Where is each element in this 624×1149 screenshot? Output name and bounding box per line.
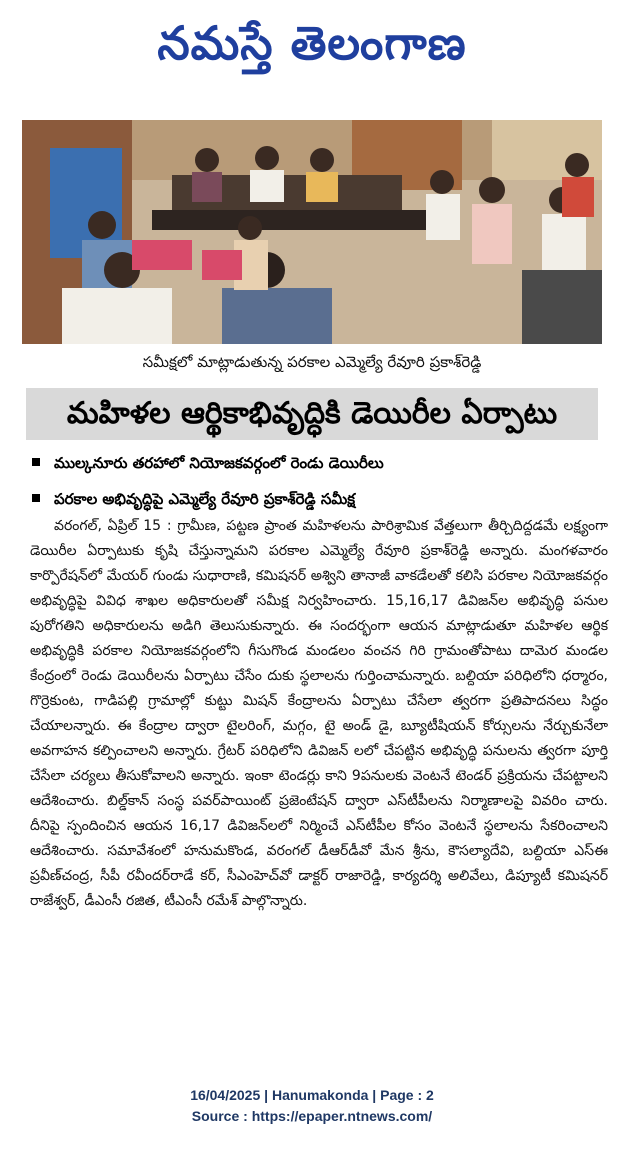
- masthead-logo: [0, 8, 624, 78]
- photo-caption: సమీక్షలో మాట్లాడుతున్న పరకాల ఎమ్మెల్యే రేవూరి ప్రకాశ్‌రెడ్డి: [142, 353, 482, 371]
- footer-date-edition: 16/04/2025 | Hanumakonda | Page : 2: [190, 1087, 434, 1103]
- masthead-title: నమస్తే తెలంగాణ: [157, 16, 467, 70]
- square-bullet-icon: [32, 494, 40, 502]
- subheading-bullet-2: [32, 486, 612, 512]
- subheading-text: ముల్కనూరు తరహాలో నియోజకవర్గంలో రెండు డెయిరీలు: [54, 454, 384, 472]
- article-body: వరంగల్‌, ఏప్రిల్‌ 15 : గ్రామీణ, పట్టణ ప్రాంత మహిళలను పారిశ్రామిక వేత్తలుగా తీర్చిదిద్దడమే లక్ష్యంగా డెయిరీల ఏర్పాటుకు కృషి చేస్తున్నామని పరకాల ఎమ్మెల్యే రేవూరి ప్రకాశ్‌రెడ్డి అన్నారు. మంగళవారం కార్పొరేషన్‌లో మేయర్‌ గుండు సుధారాణి, కమిషనర్‌ అశ్విని తానాజీ వాకడేలతో కలిసి పరకాల నియోజకవర్గం అభివృద్ధిపై వివిధ శాఖల అధికారులతో సమీక్ష నిర్వహించారు. 15,16,17 డివిజన్‌ల అభివృద్ధి పనుల పురోగతిని అధికారులను అడిగి తెలుసుకున్నారు. ఈ సందర్భంగా ఆయన మాట్లాడుతూ మహిళల ఆర్థిక అభివృద్ధికి పరకాల నియోజకవర్గంలోని గీసుగొండ మండలం వంచన గిరి గ్రామంతోపాటు దామెర మండల కేంద్రంలో రెండు డెయిరీలను ఏర్పాటు చేసేం దుకు స్థలాలను గుర్తించామన్నారు. బల్దియా పరిధిలోని ధర్మారం, గొర్రెకుంట, గాడిపల్లి గ్రామాల్లో కుట్టు మిషన్‌ కేంద్రాలను ఏర్పాటు చేసేలా త్వరగా ప్రతిపాదనలు సిద్ధం చేయాలన్నారు. ఈ కేంద్రాల ద్వారా టైలరింగ్‌, మగ్గం, టై అండ్‌ డై, బ్యూటీషియన్‌ కోర్సులను నేర్చుకునేలా అవగాహన కల్పించాలని అన్నారు. గ్రేటర్‌ పరిధిలోని డివిజన్‌ లలో చేపట్టిన అభివృద్ధి పనులను త్వరగా పూర్తి చేసేలా చర్యలు తీసుకోవాలని అన్నారు. ఇంకా టెండర్లు కాని 9పనులకు వెంటనే టెండర్‌ ప్రక్రియను చేపట్టాలని ఆదేశించారు. బిల్డ్‌కాన్‌ సంస్థ పవర్‌పాయింట్‌ ప్రజెంటేషన్‌ ద్వారా ఎస్‌టీపీలను నిర్మాణాలపై వివరిం చారు. దీనిపై స్పందించిన ఆయన 16,17 డివిజన్‌లలో నిర్మించే ఎస్‌టీపీల కోసం వెంటనే స్థలాలను సేకరించాలని ఆదేశించారు. సమావేశంలో హనుమకొండ, వరంగల్‌ డీఆర్‌డీవో మేన శ్రీను, కౌసల్యాదేవి, బల్దియా ఎస్‌ఈ ప్రవీణ్‌చంద్ర, సీపీ రవీందర్‌రాడే కర్‌, సీఎంహెచ్‌వో డాక్టర్‌ రాజారెడ్డి, కార్యదర్శి అలివేలు, డిప్యూటీ కమిషనర్‌ రాజేశ్వర్‌, డీఎంసీ రజిత, టీఎంసీ రమేశ్‌ పాల్గొన్నారు.: [30, 518, 608, 909]
- meeting-photo: [22, 120, 602, 344]
- article-headline: మహిళల ఆర్థికాభివృద్ధికి డెయిరీల ఏర్పాటు: [26, 388, 598, 440]
- footer-source: Source : https://epaper.ntnews.com/: [191, 1108, 433, 1124]
- square-bullet-icon: [32, 458, 40, 466]
- subheading-bullet-1: [32, 450, 612, 476]
- subheading-text: పరకాల అభివృద్ధిపై ఎమ్మెల్యే రేవూరి ప్రకాశ్‌రెడ్డి సమీక్ష: [54, 490, 356, 508]
- meeting-photo-illustration: [22, 120, 602, 344]
